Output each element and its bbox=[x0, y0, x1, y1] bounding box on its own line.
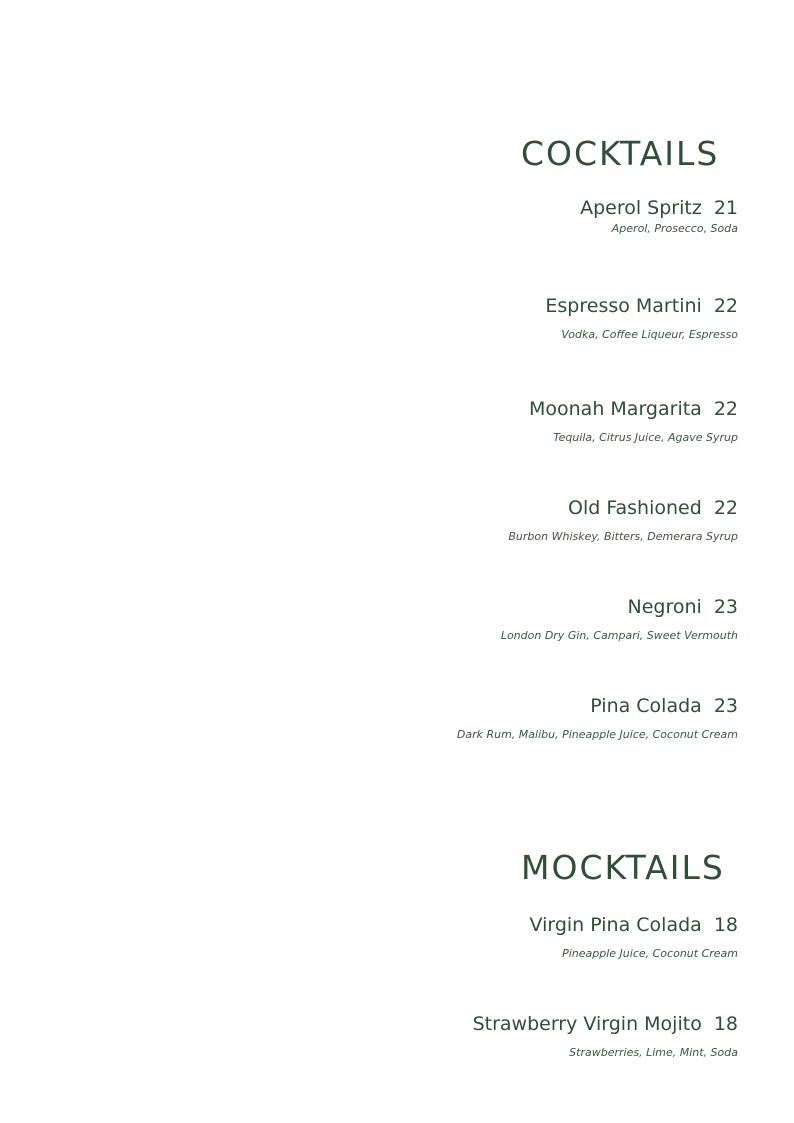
item-name: Pina Colada bbox=[590, 695, 702, 717]
item-description: Burbon Whiskey, Bitters, Demerara Syrup bbox=[508, 530, 738, 543]
item-price: 22 bbox=[713, 295, 738, 317]
item-price: 22 bbox=[713, 497, 738, 519]
menu-item bbox=[501, 595, 738, 643]
menu-item bbox=[529, 913, 738, 961]
item-price: 23 bbox=[713, 695, 738, 717]
item-name: Espresso Martini bbox=[545, 295, 702, 317]
item-name: Moonah Margarita bbox=[529, 398, 702, 420]
menu-item bbox=[580, 196, 738, 236]
item-name: Aperol Spritz bbox=[580, 197, 702, 219]
item-name: Strawberry Virgin Mojito bbox=[472, 1013, 702, 1035]
cocktails-heading: COCKTAILS bbox=[521, 134, 720, 173]
item-description: London Dry Gin, Campari, Sweet Vermouth bbox=[500, 629, 738, 642]
menu-item bbox=[529, 397, 738, 445]
item-description: Aperol, Prosecco, Soda bbox=[611, 222, 738, 235]
menu-item bbox=[473, 1012, 738, 1060]
item-price: 18 bbox=[713, 1013, 738, 1035]
item-description: Strawberries, Lime, Mint, Soda bbox=[569, 1046, 738, 1059]
menu-item bbox=[457, 694, 738, 742]
item-price: 23 bbox=[713, 596, 738, 618]
item-description: Dark Rum, Malibu, Pineapple Juice, Coconut Cream bbox=[456, 728, 738, 741]
item-price: 21 bbox=[713, 197, 738, 219]
mocktails-heading: MOCKTAILS bbox=[521, 848, 725, 887]
item-name: Old Fashioned bbox=[568, 497, 702, 519]
menu-item bbox=[545, 294, 738, 342]
item-description: Pineapple Juice, Coconut Cream bbox=[562, 947, 738, 960]
item-price: 18 bbox=[713, 914, 738, 936]
item-name: Virgin Pina Colada bbox=[529, 914, 702, 936]
item-description: Tequila, Citrus Juice, Agave Syrup bbox=[553, 431, 738, 444]
item-name: Negroni bbox=[627, 596, 702, 618]
item-price: 22 bbox=[713, 398, 738, 420]
menu-item bbox=[508, 496, 738, 544]
item-description: Vodka, Coffee Liqueur, Espresso bbox=[561, 328, 738, 341]
